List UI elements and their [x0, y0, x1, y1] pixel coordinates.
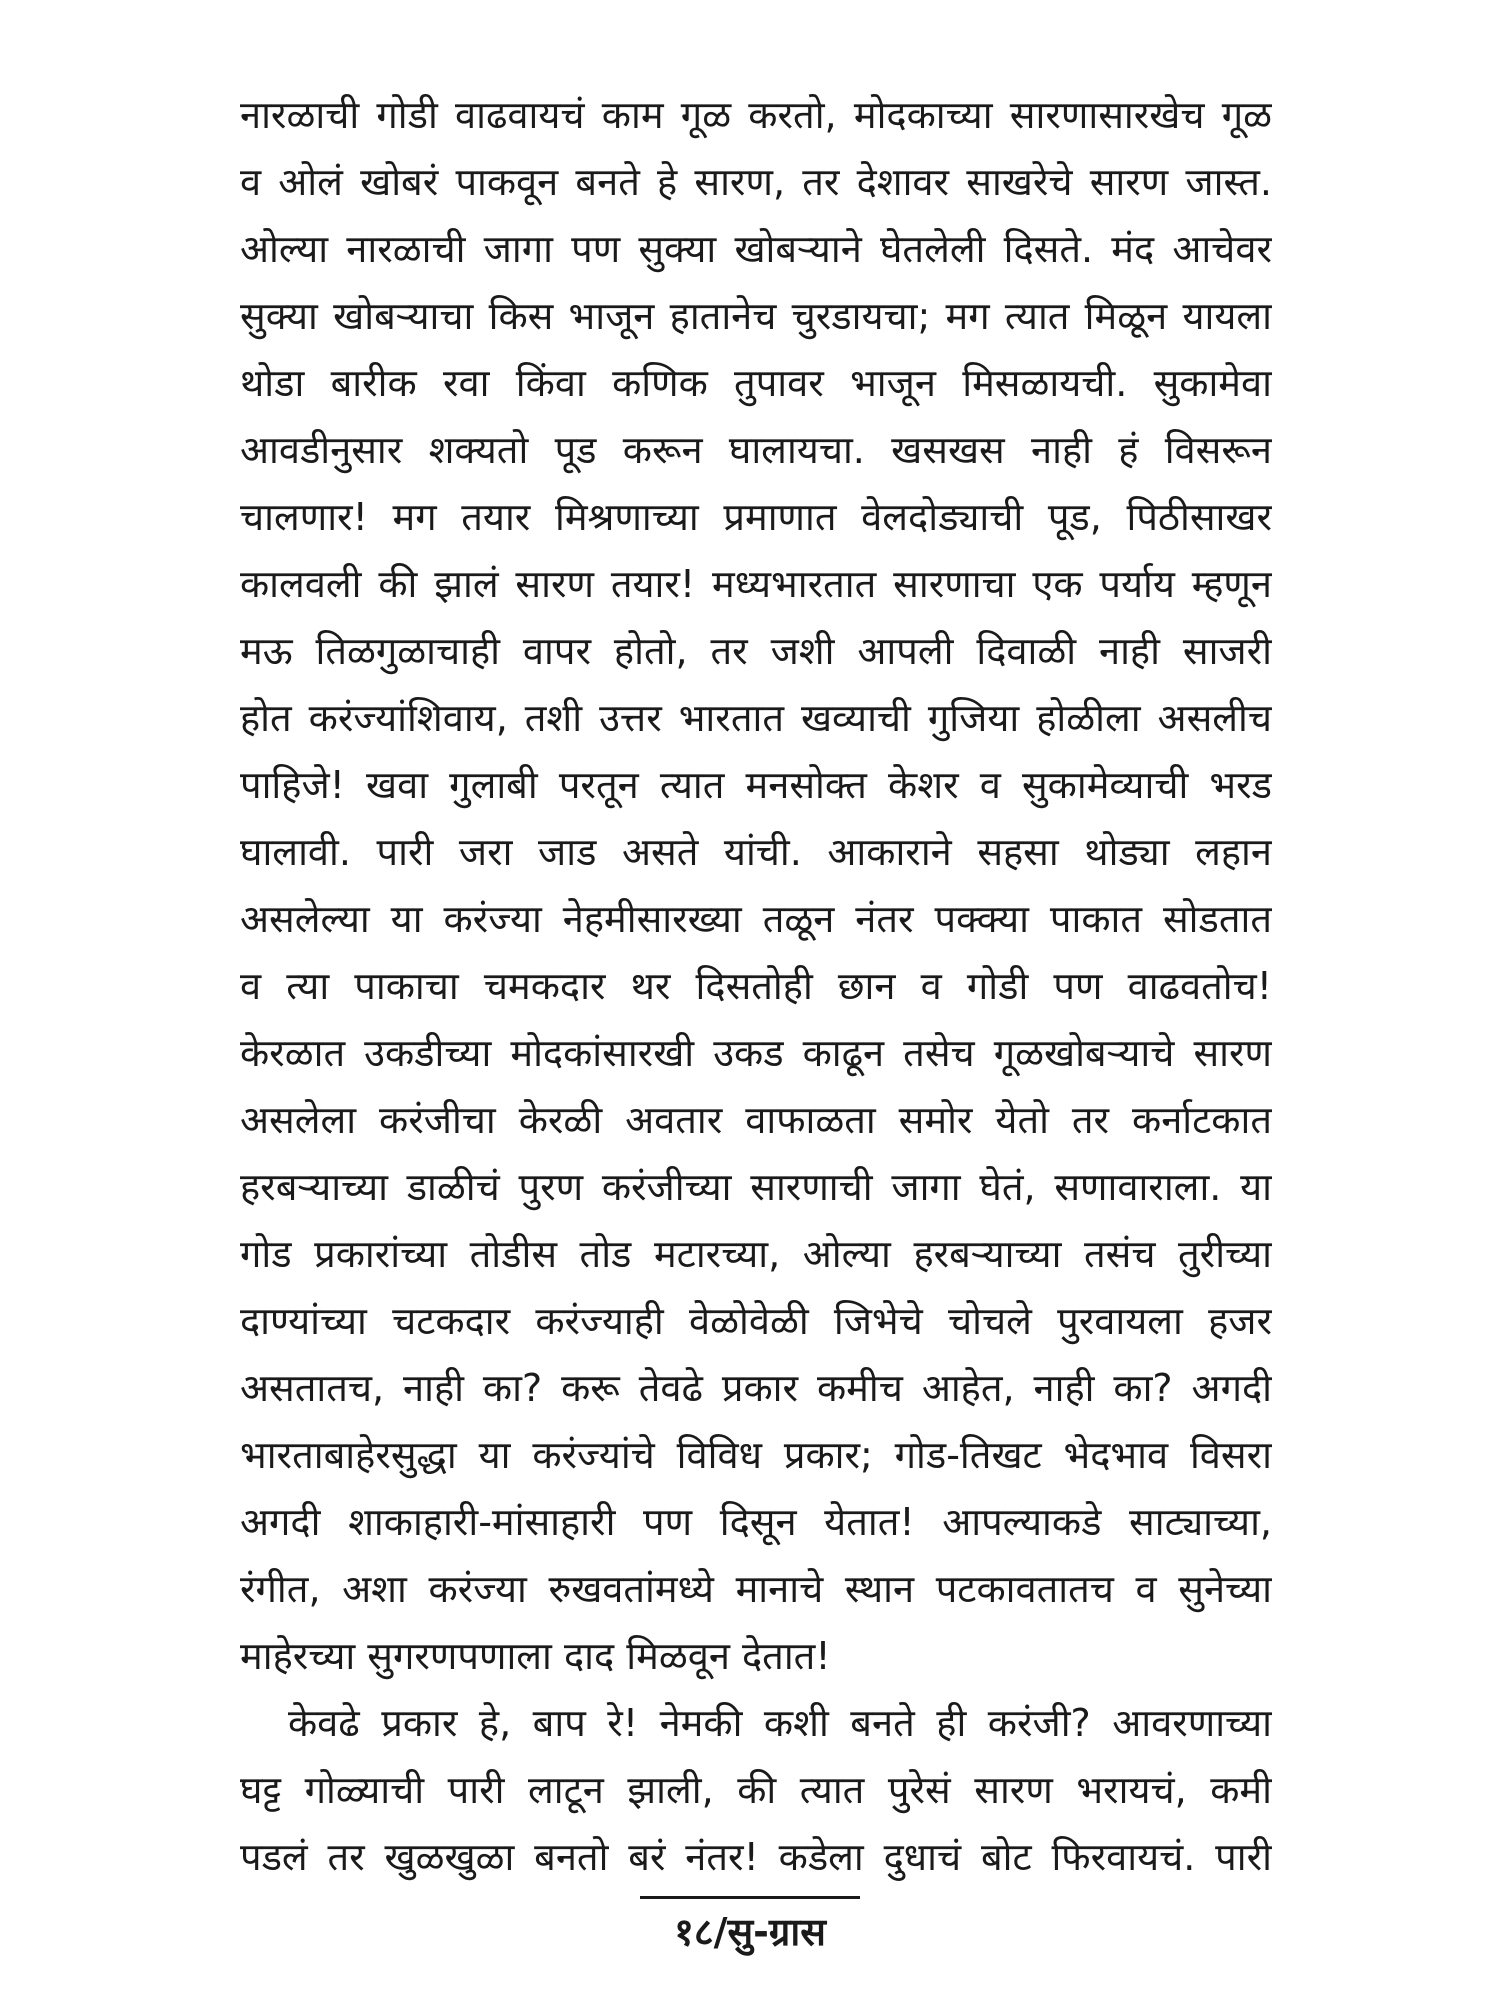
- text-line: व त्या पाकाचा चमकदार थर दिसतोही छान व गोडी पण वाढवतोच!: [240, 964, 1272, 1008]
- text-line: थोडा बारीक रवा किंवा कणिक तुपावर भाजून मिसळायची. सुकामेवा: [240, 361, 1272, 405]
- text-line: अगदी शाकाहारी-मांसाहारी पण दिसून येतात! आपल्याकडे साट्याच्या,: [240, 1500, 1272, 1544]
- text-line: केरळात उकडीच्या मोदकांसारखी उकड काढून तसेच गूळखोबऱ्याचे सारण: [240, 1031, 1272, 1075]
- footer-rule: [640, 1896, 860, 1899]
- text-line: कालवली की झालं सारण तयार! मध्यभारतात सारणाचा एक पर्याय म्हणून: [240, 562, 1272, 606]
- text-line: आवडीनुसार शक्यतो पूड करून घालायचा. खसखस नाही हं विसरून: [240, 428, 1272, 472]
- text-line: नारळाची गोडी वाढवायचं काम गूळ करतो, मोदकाच्या सारणासारखेच गूळ: [240, 93, 1272, 137]
- paragraph-2: [240, 1690, 1272, 1891]
- text-line: पाहिजे! खवा गुलाबी परतून त्यात मनसोक्त केशर व सुकामेव्याची भरड: [240, 763, 1272, 807]
- text-line: असतातच, नाही का? करू तेवढे प्रकार कमीच आहेत, नाही का? अगदी: [240, 1366, 1272, 1410]
- text-line: चालणार! मग तयार मिश्रणाच्या प्रमाणात वेलदोड्याची पूड, पिठीसाखर: [240, 495, 1272, 539]
- text-line: घालावी. पारी जरा जाड असते यांची. आकाराने सहसा थोड्या लहान: [240, 830, 1272, 874]
- text-line: गोड प्रकारांच्या तोडीस तोड मटारच्या, ओल्या हरबऱ्याच्या तसंच तुरीच्या: [240, 1232, 1272, 1276]
- text-line: भारताबाहेरसुद्धा या करंज्यांचे विविध प्रकार; गोड-तिखट भेदभाव विसरा: [240, 1433, 1272, 1477]
- text-line: सुक्या खोबऱ्याचा किस भाजून हातानेच चुरडायचा; मग त्यात मिळून यायला: [240, 294, 1272, 338]
- text-line: दाण्यांच्या चटकदार करंज्याही वेळोवेळी जिभेचे चोचले पुरवायला हजर: [240, 1299, 1272, 1343]
- page-number: १८/सु-ग्रास: [674, 1910, 826, 1954]
- text-line: पडलं तर खुळखुळा बनतो बरं नंतर! कडेला दुधाचं बोट फिरवायचं. पारी: [240, 1835, 1272, 1879]
- text-line: होत करंज्यांशिवाय, तशी उत्तर भारतात खव्याची गुजिया होळीला असलीच: [240, 696, 1272, 740]
- text-line: माहेरच्या सुगरणपणाला दाद मिळवून देतात!: [240, 1634, 831, 1678]
- text-line: व ओलं खोबरं पाकवून बनते हे सारण, तर देशावर साखरेचे सारण जास्त.: [240, 160, 1272, 204]
- text-line: रंगीत, अशा करंज्या रुखवतांमध्ये मानाचे स्थान पटकावतातच व सुनेच्या: [240, 1567, 1272, 1611]
- text-line: हरबऱ्याच्या डाळीचं पुरण करंजीच्या सारणाची जागा घेतं, सणावाराला. या: [240, 1165, 1272, 1209]
- text-line: ओल्या नारळाची जागा पण सुक्या खोबऱ्याने घेतलेली दिसते. मंद आचेवर: [240, 227, 1272, 271]
- text-line: केवढे प्रकार हे, बाप रे! नेमकी कशी बनते ही करंजी? आवरणाच्या: [288, 1701, 1272, 1745]
- text-line: असलेला करंजीचा केरळी अवतार वाफाळता समोर येतो तर कर्नाटकात: [240, 1098, 1272, 1142]
- text-line: घट्ट गोळ्याची पारी लाटून झाली, की त्यात पुरेसं सारण भरायचं, कमी: [240, 1768, 1272, 1812]
- text-line: मऊ तिळगुळाचाही वापर होतो, तर जशी आपली दिवाळी नाही साजरी: [240, 629, 1272, 673]
- paragraph-1: [240, 82, 1272, 1690]
- body-text: [240, 82, 1272, 1891]
- text-line: असलेल्या या करंज्या नेहमीसारख्या तळून नंतर पक्क्या पाकात सोडतात: [240, 897, 1272, 941]
